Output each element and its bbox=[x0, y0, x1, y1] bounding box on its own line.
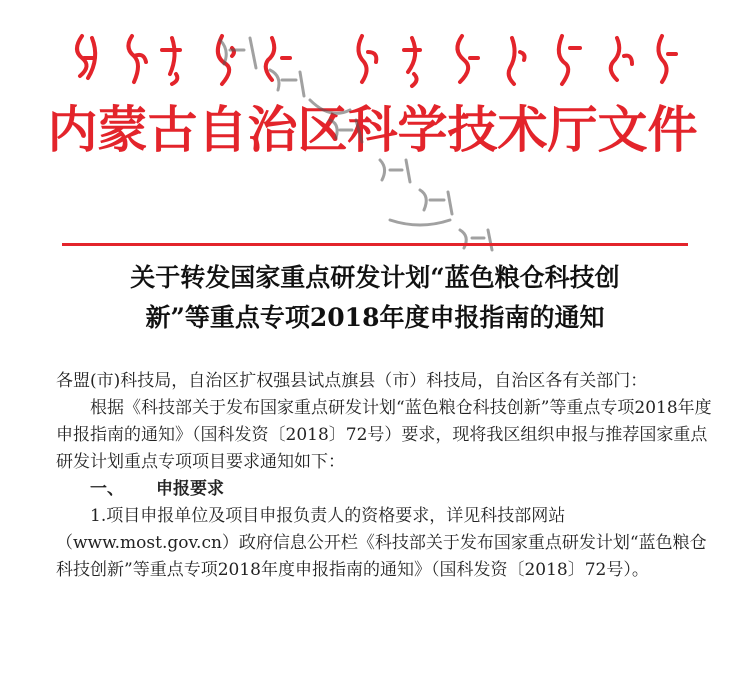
section-number: 一、 bbox=[90, 479, 124, 499]
section-heading bbox=[56, 476, 716, 503]
intro-paragraph: 根据《科技部关于发布国家重点研发计划“蓝色粮仓科技创新”等重点专项2018年度申报指南的通知》（国科发资〔2018〕72号）要求，现将我区组织申报与推荐国家重点研发计划重点专项项目要求通知如下： bbox=[56, 398, 712, 472]
mongolian-script-icon bbox=[62, 28, 682, 92]
document-body bbox=[56, 368, 716, 584]
document-title-line2: 新”等重点专项2018年度申报指南的通知 bbox=[145, 303, 605, 332]
salutation: 各盟(市)科技局，自治区扩权强县试点旗县（市）科技局，自治区各有关部门： bbox=[56, 371, 648, 391]
document-title bbox=[60, 258, 690, 338]
red-divider-rule bbox=[62, 243, 688, 246]
document-title-line1: 关于转发国家重点研发计划“蓝色粮仓科技创 bbox=[130, 263, 620, 292]
agency-title: 内蒙古自治区科学技术厅文件 bbox=[47, 101, 698, 159]
section-title: 申报要求 bbox=[156, 479, 224, 499]
item-1-paragraph: 1.项目申报单位及项目申报负责人的资格要求，详见科技部网站（www.most.gov.cn）政府信息公开栏《科技部关于发布国家重点研发计划“蓝色粮仓科技创新”等重点专项2018年度申报指南的通知》（国科发资〔2018〕72号）。 bbox=[56, 506, 707, 580]
